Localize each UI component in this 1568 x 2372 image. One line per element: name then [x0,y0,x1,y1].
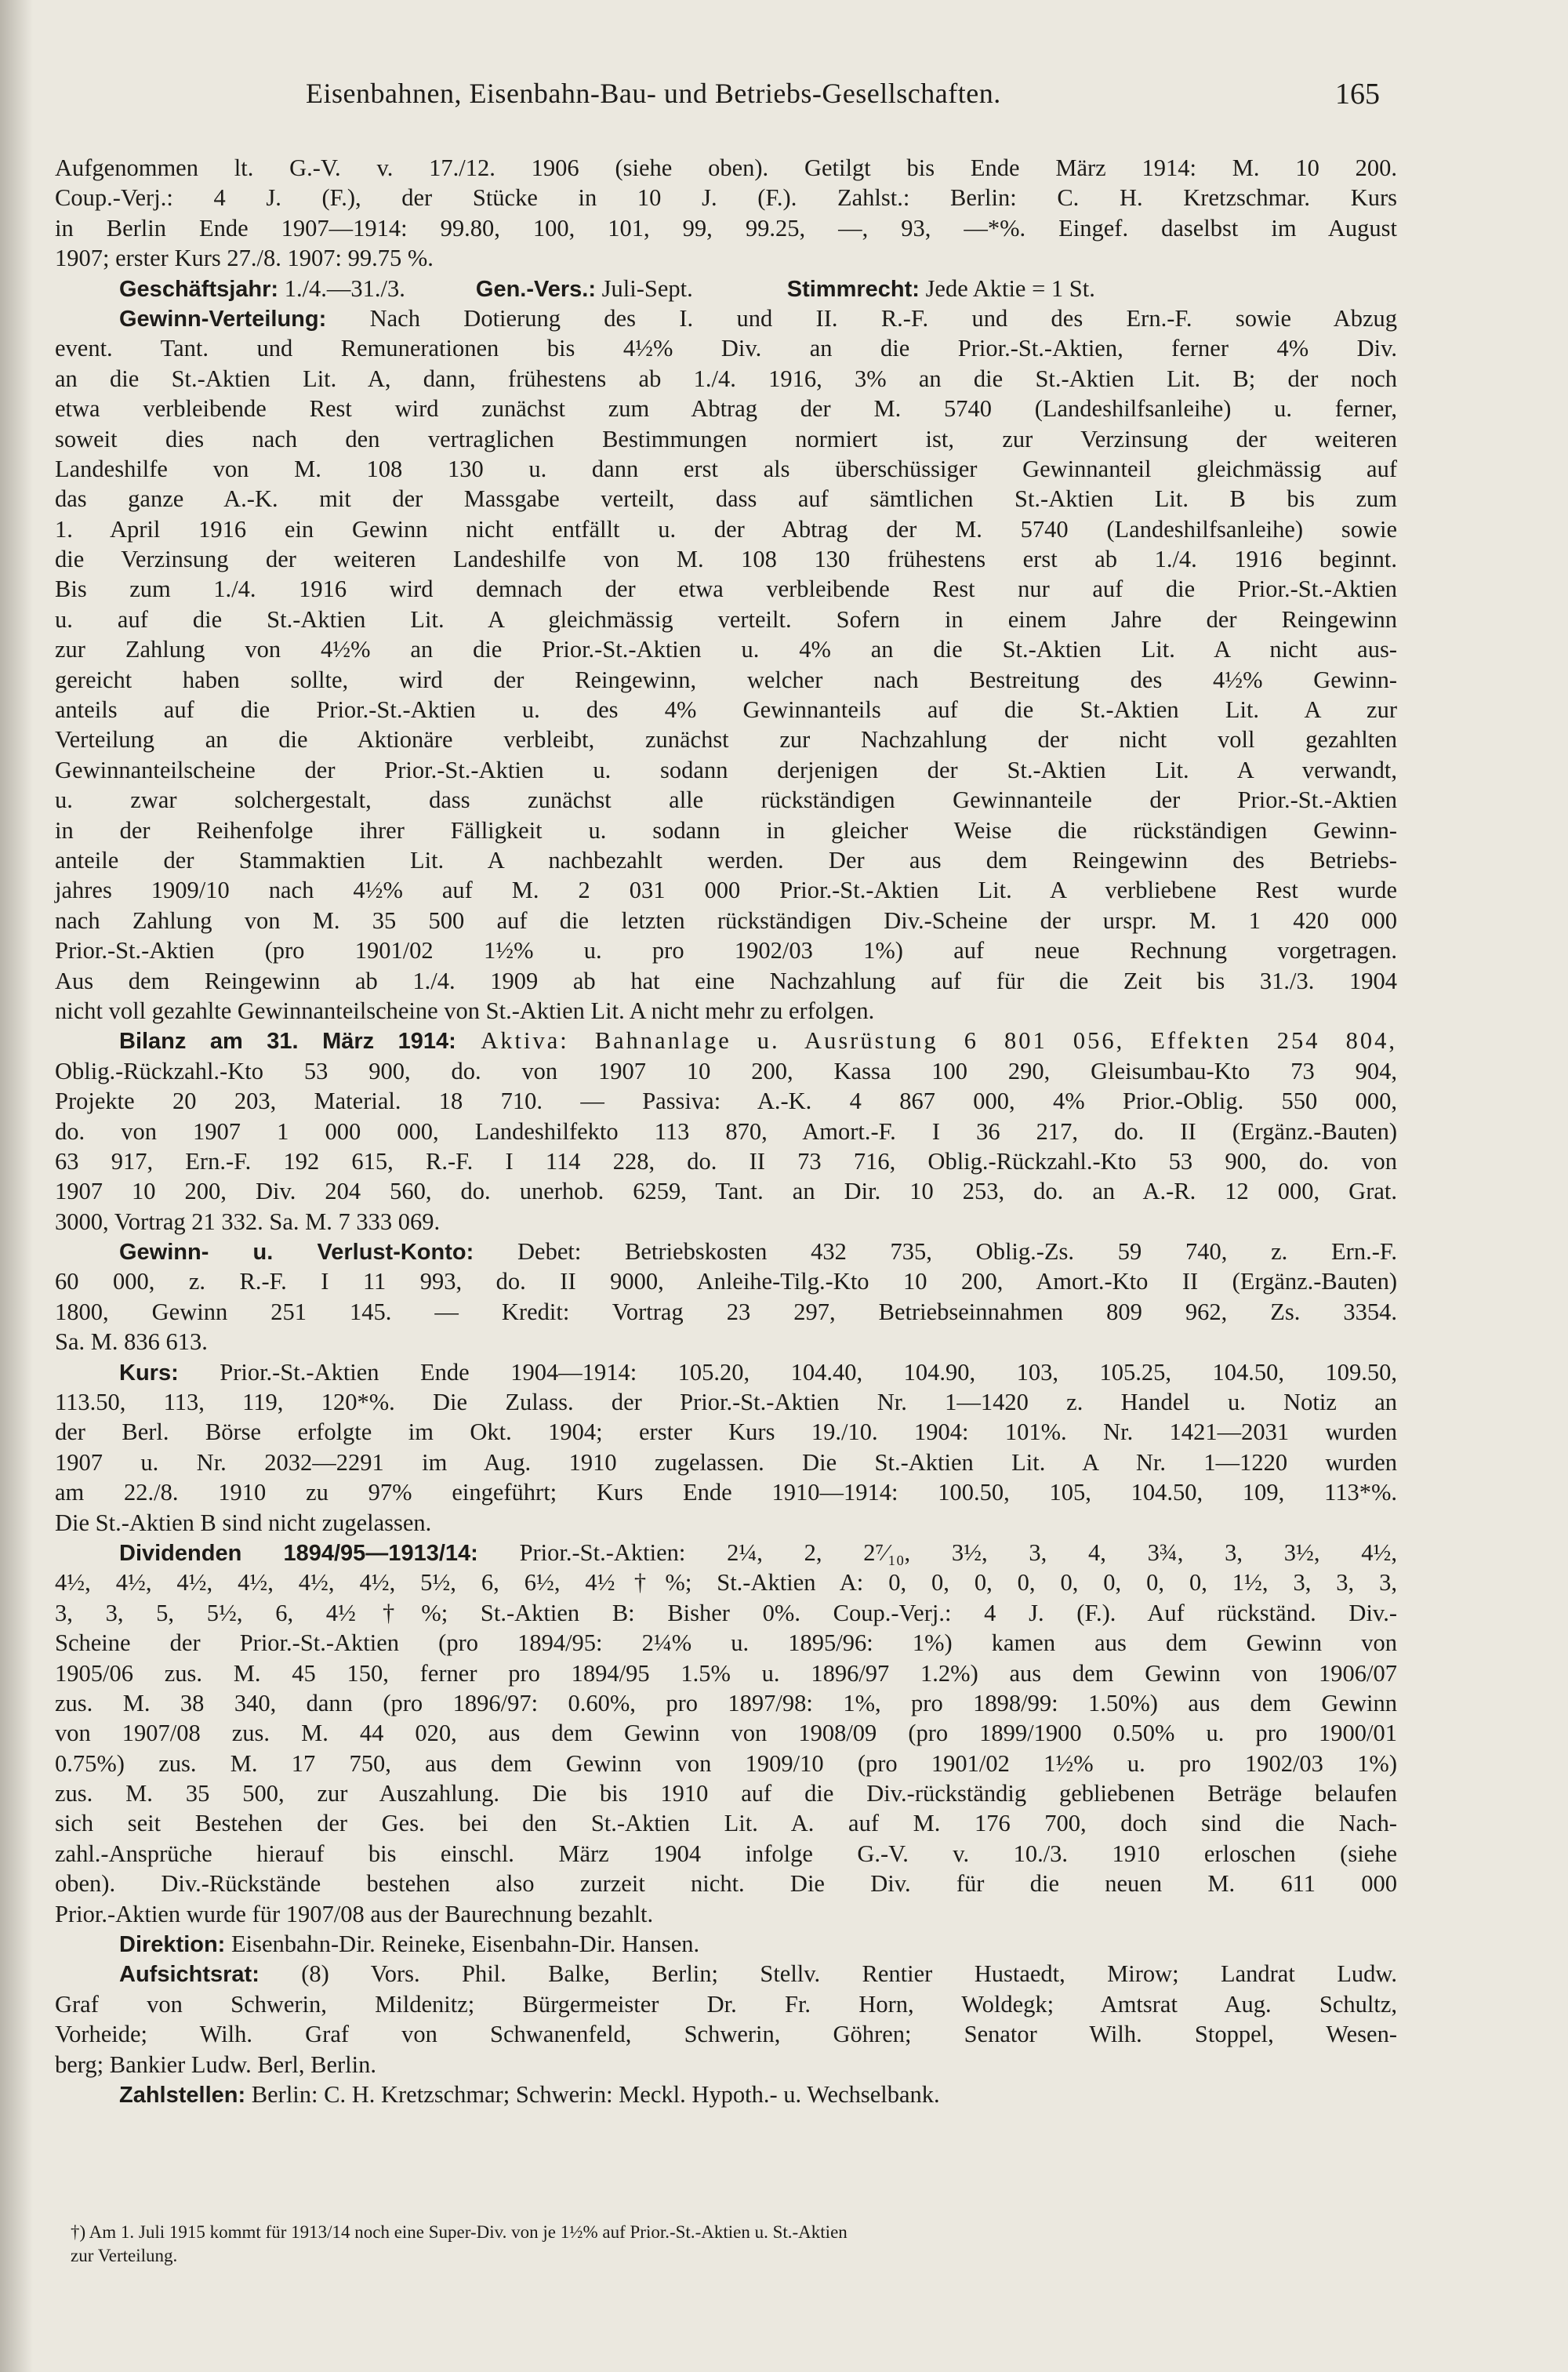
text-line: 3, 3, 5, 5½, 6, 4½†%; St.-Aktien B: Bisher 0%. Coup.-Verj.: 4 J. (F.). Auf rückständ. Div.- [55,1599,1397,1626]
text-line: der Berl. Börse erfolgte im Okt. 1904; erster Kurs 19./10. 1904: 101%. Nr. 1421—2031 wurden [55,1418,1397,1446]
text-line: etwa verbleibende Rest wird zunächst zum Abtrag der M. 5740 (Landeshilfsanleihe) u. ferner, [55,395,1397,423]
supervisory-board-heading: Aufsichtsrat: [119,1962,260,1988]
text-line: von 1907/08 zus. M. 44 020, aus dem Gewinn von 1908/09 (pro 1899/1900 0.50% u. pro 1900/01 [55,1720,1397,1747]
text-line: Prior.-Aktien wurde für 1907/08 aus der Baurechnung bezahlt. [55,1900,654,1927]
text-line: gereicht haben sollte, wird der Reingewinn, welcher nach Bestreitung des 4½% Gewinn- [55,666,1397,693]
text-line: 1907; erster Kurs 27./8. 1907: 99.75 %. [55,245,434,272]
text-line: Sa. M. 836 613. [55,1328,208,1356]
text-line: zur Zahlung von 4½% an die Prior.-St.-Aktien u. 4% an die St.-Aktien Lit. A nicht aus- [55,636,1397,663]
footnote [71,2221,1396,2268]
text-line: nach Zahlung von M. 35 500 auf die letzten rückständigen Div.-Scheine der urspr. M. 1 420 000 [55,906,1397,934]
text-line: zahl.-Ansprüche hierauf bis einschl. März 1904 infolge G.-V. v. 10./3. 1910 erloschen (siehe [55,1840,1397,1867]
voting-right-heading: Stimmrecht: [786,276,920,302]
text-line: 63 917, Ern.-F. 192 615, R.-F. I 114 228, do. II 73 716, Oblig.-Rückzahl.-Kto 53 900, do. von [55,1147,1397,1175]
text-line: Bis zum 1./4. 1916 wird demnach der etwa verbleibende Rest nur auf die Prior.-St.-Aktien [55,576,1397,603]
text-line: Projekte 20 203, Material. 18 710. — Passiva: A.-K. 4 867 000, 4% Prior.-Oblig. 550 000, [55,1088,1397,1115]
text-line: Oblig.-Rückzahl.-Kto 53 900, do. von 1907 10 200, Kassa 100 290, Gleisumbau-Kto 73 904, [55,1057,1397,1084]
management-heading: Direktion: [119,1932,226,1958]
text-line: jahres 1909/10 nach 4½% auf M. 2 031 000 Prior.-St.-Aktien Lit. A verbliebene Rest wurde [55,877,1397,904]
text-line: an die St.-Aktien Lit. A, dann, frühestens ab 1./4. 1916, 3% an die St.-Aktien Lit. B; der noch [55,365,1397,392]
general-meeting-value: Juli-Sept. [596,274,693,302]
text-line: event. Tant. und Remunerationen bis 4½% Div. an die Prior.-St.-Aktien, ferner 4% Div. [55,335,1397,362]
text-line: anteils auf die Prior.-St.-Aktien u. des 4% Gewinnanteils auf die St.-Aktien Lit. A zur [55,696,1397,724]
text-line: 1907 u. Nr. 2032—2291 im Aug. 1910 zugelassen. Die St.-Aktien Lit. A Nr. 1—1220 wurden [55,1448,1397,1476]
text-line: soweit dies nach den vertraglichen Bestimmungen normiert ist, zur Verzinsung der weiteren [55,425,1397,452]
text-line: 113.50, 113, 119, 120*%. Die Zulass. der Prior.-St.-Aktien Nr. 1—1420 z. Handel u. Notiz an [55,1389,1397,1416]
text-line: nicht voll gezahlte Gewinnanteilscheine von St.-Aktien Lit. A nicht mehr zu erfolgen. [55,997,875,1024]
text-line: Die St.-Aktien B sind nicht zugelassen. [55,1509,432,1536]
text-line: u. zwar solchergestalt, dass zunächst alle rückständigen Gewinnanteile der Prior.-St.-Aktien [55,786,1397,814]
page-number: 165 [1335,78,1380,111]
paying-agents-heading: Zahlstellen: [119,2083,246,2108]
management-line: Direktion: Eisenbahn-Dir. Reineke, Eisenbahn-Dir. Hansen. [119,1931,700,1958]
text-line: 4½, 4½, 4½, 4½, 4½, 4½, 5½, 6, 6½, 4½†%; St.-Aktien A: 0, 0, 0, 0, 0, 0, 0, 0, 1½, 3, 3, 3, [55,1569,1397,1596]
text-line: sich seit Bestehen der Ges. bei den St.-Aktien Lit. A. auf M. 176 700, doch sind die Nach- [55,1810,1397,1837]
text-line: 1907 10 200, Div. 204 560, do. unerhob. 6259, Tant. an Dir. 10 253, do. an A.-R. 12 000, Grat. [55,1178,1397,1205]
profit-distribution-line: Gewinn-Verteilung: Nach Dotierung des I. und II. R.-F. und des Ern.-F. sowie Abzug [119,304,1397,332]
fiscal-year-value: 1./4.—31./3. [278,274,405,302]
text-line: in Berlin Ende 1907—1914: 99.80, 100, 101, 99, 99.25, —, 93, —*%. Eingef. daselbst im August [55,214,1397,242]
text-line: 1. April 1916 ein Gewinn nicht entfällt u. der Abtrag der M. 5740 (Landeshilfsanleihe) sowie [55,515,1397,543]
share-price-line: Kurs: Prior.-St.-Aktien Ende 1904—1914: 105.20, 104.40, 104.90, 103, 105.25, 104.50, 109.50, [119,1358,1397,1386]
footnote-line: zur Verteilung. [71,2246,178,2265]
text-line: 1905/06 zus. M. 45 150, ferner pro 1894/95 1.5% u. 1896/97 1.2%) aus dem Gewinn von 1906/07 [55,1659,1397,1687]
binding-shadow [0,0,33,2372]
profit-loss-line: Gewinn- u. Verlust-Konto: Debet: Betriebskosten 432 735, Oblig.-Zs. 59 740, z. Ern.-F. [119,1238,1397,1266]
text-line: Verteilung an die Aktionäre verbleibt, zunächst zur Nachzahlung der nicht voll gezahlten [55,726,1397,754]
text-line: Landeshilfe von M. 108 130 u. dann erst als überschüssiger Gewinnanteil gleichmässig auf [55,455,1397,482]
fiscal-year-heading: Geschäftsjahr: [119,276,279,302]
text-line: oben). Div.-Rückstände bestehen also zurzeit nicht. Die Div. für die neuen M. 611 000 [55,1870,1397,1898]
text-line: Aufgenommen lt. G.-V. v. 17./12. 1906 (siehe oben). Getilgt bis Ende März 1914: M. 10 200. [55,154,1397,181]
text-line: die Verzinsung der weiteren Landeshilfe von M. 108 130 frühestens erst ab 1./4. 1916 beginnt. [55,546,1397,573]
text-line: das ganze A.-K. mit der Massgabe verteilt, dass auf sämtlichen St.-Aktien Lit. B bis zum [55,485,1397,513]
text-line: 60 000, z. R.-F. I 11 993, do. II 9000, Anleihe-Tilg.-Kto 10 200, Amort.-Kto II (Ergänz.-Bauten) [55,1268,1397,1295]
text-line: Gewinnanteilscheine der Prior.-St.-Aktien u. sodann derjenigen der St.-Aktien Lit. A verwandt, [55,756,1397,783]
paying-agents-line: Zahlstellen: Berlin: C. H. Kretzschmar; Schwerin: Meckl. Hypoth.- u. Wechselbank. [119,2081,940,2108]
text-line: 1800, Gewinn 251 145. — Kredit: Vortrag 23 297, Betriebseinnahmen 809 962, Zs. 3354. [55,1298,1397,1325]
balance-sheet-heading: Bilanz am 31. März 1914: [119,1029,456,1055]
balance-sheet-line: Bilanz am 31. März 1914: Aktiva: Bahnanlage u. Ausrüstung 6 801 056, Effekten 254 804, [119,1027,1397,1055]
text-line: 0.75%) zus. M. 17 750, aus dem Gewinn von 1909/10 (pro 1901/02 1½% u. pro 1902/03 1%) [55,1749,1397,1777]
dividends-line: Dividenden 1894/95—1913/14: Prior.-St.-Aktien: 2¼, 2, 2⁷⁄₁₀, 3½, 3, 4, 3¾, 3, 3½, 4½, [119,1538,1398,1566]
text-line: in der Reihenfolge ihrer Fälligkeit u. sodann in gleicher Weise die rückständigen Gewinn- [55,816,1397,844]
general-meeting-heading: Gen.-Vers.: [475,276,597,302]
text-line: zus. M. 38 340, dann (pro 1896/97: 0.60%, pro 1897/98: 1%, pro 1898/99: 1.50%) aus dem Gewinn [55,1689,1397,1716]
running-header [0,77,1568,132]
text-line: Coup.-Verj.: 4 J. (F.), der Stücke in 10 J. (F.). Zahlst.: Berlin: C. H. Kretzschmar. Kurs [55,184,1397,212]
text-line: berg; Bankier Ludw. Berl, Berlin. [55,2051,376,2078]
dividends-heading: Dividenden 1894/95—1913/14: [119,1540,478,1566]
profit-loss-heading: Gewinn- u. Verlust-Konto: [119,1240,474,1266]
footnote-line: †) Am 1. Juli 1915 kommt für 1913/14 noch eine Super-Div. von je 1½% auf Prior.-St.-Aktien u. St.-Aktien [71,2222,848,2242]
text-line: 3000, Vortrag 21 332. Sa. M. 7 333 069. [55,1208,441,1235]
text-line: Scheine der Prior.-St.-Aktien (pro 1894/95: 2¼% u. 1895/96: 1%) kamen aus dem Gewinn von [55,1629,1397,1657]
text-line: am 22./8. 1910 zu 97% eingeführt; Kurs Ende 1910—1914: 100.50, 105, 104.50, 109, 113*%. [55,1479,1397,1506]
profit-distribution-heading: Gewinn-Verteilung: [119,306,327,332]
text-line: Aus dem Reingewinn ab 1./4. 1909 ab hat eine Nachzahlung auf für die Zeit bis 31./3. 1904 [55,967,1397,994]
header-title: Eisenbahnen, Eisenbahn-Bau- und Betriebs-Gesellschaften. [306,78,1001,109]
text-line: Prior.-St.-Aktien (pro 1901/02 1½% u. pro 1902/03 1%) auf neue Rechnung vorgetragen. [55,937,1397,964]
text-line: do. von 1907 1 000 000, Landeshilfekto 113 870, Amort.-F. I 36 217, do. II (Ergänz.-Bauten) [55,1117,1397,1145]
body-text [55,153,1397,2109]
section-fiscal-line [55,274,1397,303]
text-line: Graf von Schwerin, Mildenitz; Bürgermeister Dr. Fr. Horn, Woldegk; Amtsrat Aug. Schultz, [55,1990,1397,2018]
voting-right-value: Jede Aktie = 1 St. [919,274,1095,302]
text-line: anteile der Stammaktien Lit. A nachbezahlt werden. Der aus dem Reingewinn des Betriebs- [55,846,1397,874]
supervisory-board-line: Aufsichtsrat: (8) Vors. Phil. Balke, Berlin; Stellv. Rentier Hustaedt, Mirow; Landrat Ludw. [119,1960,1397,1988]
text-line: u. auf die St.-Aktien Lit. A gleichmässig verteilt. Sofern in einem Jahre der Reingewinn [55,605,1397,633]
text-line: zus. M. 35 500, zur Auszahlung. Die bis 1910 auf die Div.-rückständig gebliebenen Beträge belaufen [55,1780,1397,1807]
text-line: Vorheide; Wilh. Graf von Schwanenfeld, Schwerin, Göhren; Senator Wilh. Stoppel, Wesen- [55,2021,1397,2048]
share-price-heading: Kurs: [119,1360,179,1386]
